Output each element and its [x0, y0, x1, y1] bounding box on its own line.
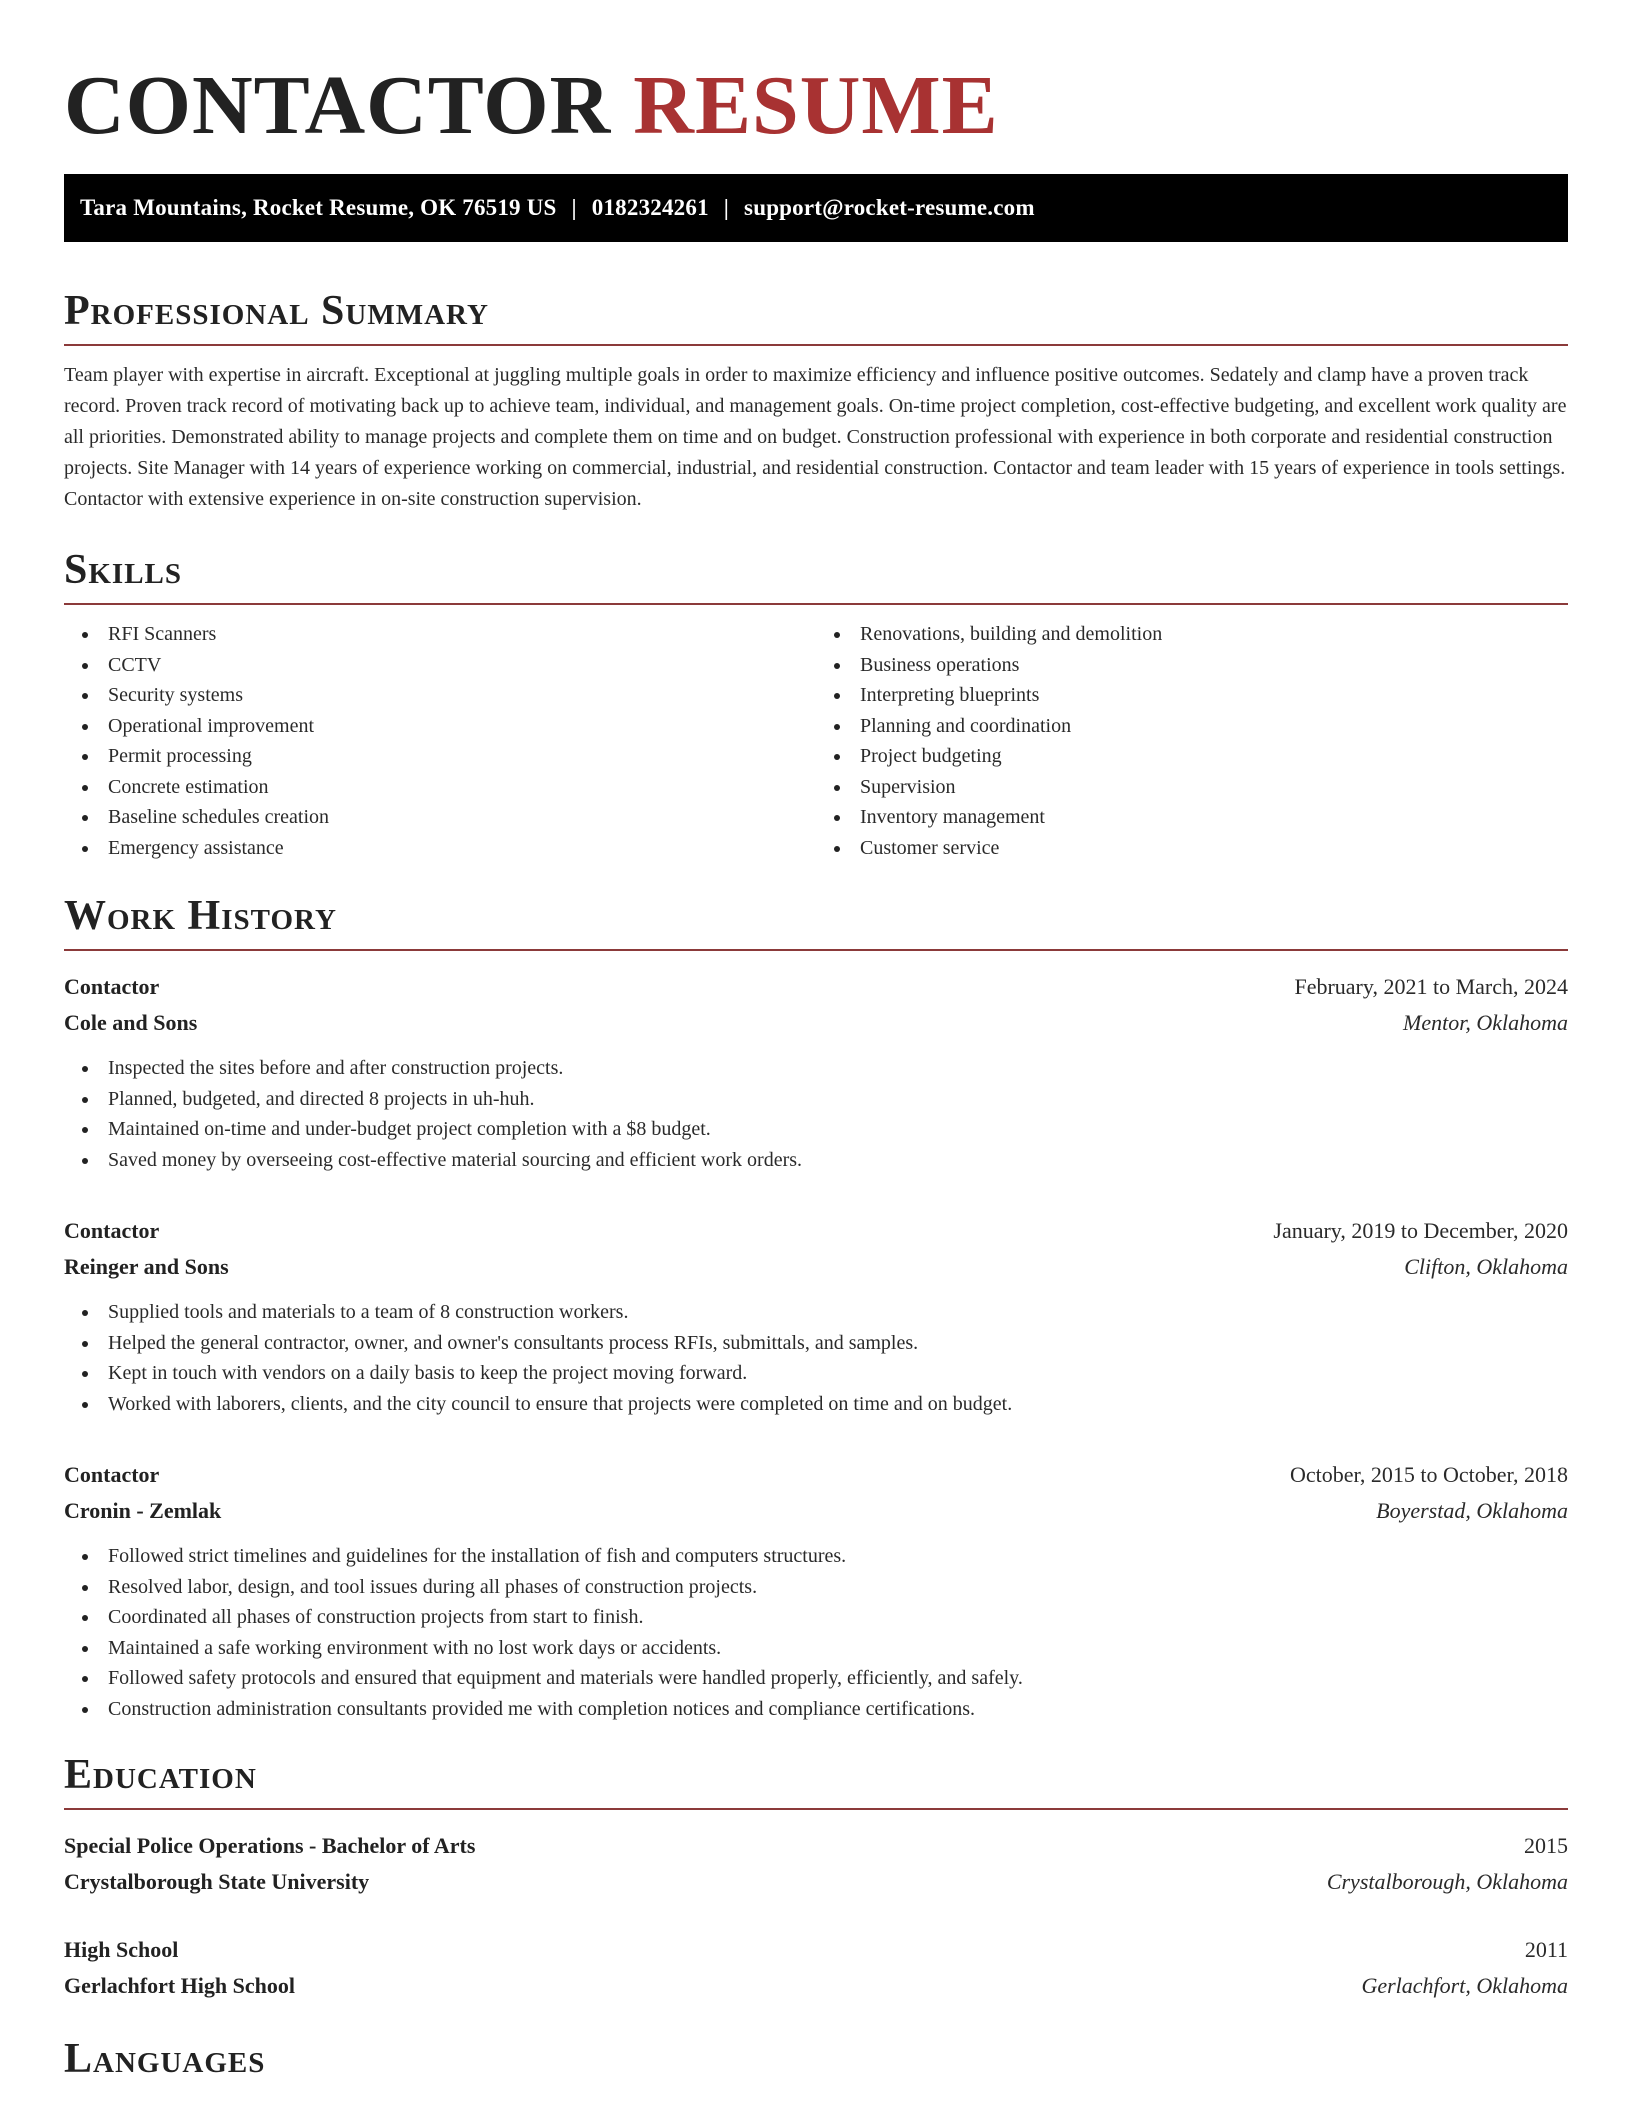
job-location: Clifton, Oklahoma — [1404, 1254, 1568, 1279]
summary-section — [64, 286, 1568, 515]
skill-item: Concrete estimation — [64, 772, 816, 803]
title-part-1: CONTACTOR — [64, 59, 612, 152]
skill-item: CCTV — [64, 650, 816, 681]
education-year: 2011 — [1524, 1937, 1568, 1962]
education-entry — [64, 1828, 1568, 1900]
job-duty: Resolved labor, design, and tool issues during all phases of construction projects. — [64, 1572, 1568, 1603]
skill-item: Supervision — [816, 772, 1568, 803]
skill-item: Permit processing — [64, 741, 816, 772]
skill-item: Business operations — [816, 650, 1568, 681]
section-divider — [64, 1808, 1568, 1810]
job-title: Contactor — [64, 1462, 160, 1487]
skills-list-left — [64, 619, 816, 863]
skill-item: Baseline schedules creation — [64, 802, 816, 833]
skill-item: Project budgeting — [816, 741, 1568, 772]
contact-email[interactable]: support@rocket-resume.com — [744, 195, 1035, 220]
education-entry — [64, 1932, 1568, 2004]
skill-item: Interpreting blueprints — [816, 680, 1568, 711]
job-duty: Kept in touch with vendors on a daily basis to keep the project moving forward. — [64, 1358, 1568, 1389]
job-duty: Helped the general contractor, owner, and owner's consultants process RFIs, submittals, and samples. — [64, 1328, 1568, 1359]
education-school: Gerlachfort High School — [64, 1973, 295, 1998]
job-entry — [64, 1457, 1568, 1724]
skills-section — [64, 545, 1568, 863]
skill-item: Emergency assistance — [64, 833, 816, 864]
job-dates: January, 2019 to December, 2020 — [1273, 1218, 1568, 1243]
section-divider — [64, 344, 1568, 346]
contact-bar — [64, 174, 1568, 242]
education-location: Crystalborough, Oklahoma — [1326, 1869, 1568, 1894]
job-duty: Worked with laborers, clients, and the city council to ensure that projects were completed on time and on budget. — [64, 1389, 1568, 1420]
skills-list-right — [816, 619, 1568, 863]
job-duty: Planned, budgeted, and directed 8 projects in uh-huh. — [64, 1084, 1568, 1115]
job-entry — [64, 1213, 1568, 1419]
languages-heading: Languages — [64, 2036, 266, 2082]
job-dates: February, 2021 to March, 2024 — [1294, 974, 1568, 999]
job-duties — [64, 1541, 1568, 1724]
work-history-heading: Work History — [64, 893, 337, 939]
job-duties — [64, 1053, 1568, 1175]
education-year: 2015 — [1524, 1833, 1568, 1858]
job-dates: October, 2015 to October, 2018 — [1289, 1462, 1568, 1487]
summary-heading: Professional Summary — [64, 288, 489, 334]
section-divider — [64, 603, 1568, 605]
skill-item: RFI Scanners — [64, 619, 816, 650]
job-company: Reinger and Sons — [64, 1254, 229, 1279]
title-part-2: RESUME — [633, 59, 999, 152]
skill-item: Planning and coordination — [816, 711, 1568, 742]
job-duty: Inspected the sites before and after construction projects. — [64, 1053, 1568, 1084]
contact-address: Tara Mountains, Rocket Resume, OK 76519 US — [80, 195, 557, 220]
job-duty: Supplied tools and materials to a team of 8 construction workers. — [64, 1297, 1568, 1328]
job-company: Cole and Sons — [64, 1010, 198, 1035]
job-duty: Saved money by overseeing cost-effective material sourcing and efficient work orders. — [64, 1145, 1568, 1176]
job-duty: Followed strict timelines and guidelines for the installation of fish and computers structures. — [64, 1541, 1568, 1572]
job-entry — [64, 969, 1568, 1175]
contact-separator: | — [723, 195, 730, 220]
skill-item: Security systems — [64, 680, 816, 711]
contact-phone: 0182324261 — [591, 195, 709, 220]
job-location: Boyerstad, Oklahoma — [1376, 1498, 1568, 1523]
skill-item: Inventory management — [816, 802, 1568, 833]
skill-item: Customer service — [816, 833, 1568, 864]
job-duty: Maintained on-time and under-budget project completion with a $8 budget. — [64, 1114, 1568, 1145]
languages-section — [64, 2034, 1568, 2084]
skill-item: Operational improvement — [64, 711, 816, 742]
education-school: Crystalborough State University — [64, 1869, 370, 1894]
skill-item: Renovations, building and demolition — [816, 619, 1568, 650]
job-duty: Coordinated all phases of construction projects from start to finish. — [64, 1602, 1568, 1633]
job-company: Cronin - Zemlak — [64, 1498, 222, 1523]
job-duty: Followed safety protocols and ensured that equipment and materials were handled properly, efficiently, and safely. — [64, 1663, 1568, 1694]
education-heading: Education — [64, 1752, 257, 1798]
summary-text: Team player with expertise in aircraft. Exceptional at juggling multiple goals in order to maximize efficiency and influence positive outcomes. Sedately and clamp have a proven track record. Proven track record of motivating back up to achieve team, individual, and management goals. On-time project completion, cost-effective budgeting, and excellent work quality are all priorities. Demonstrated ability to manage projects and complete them on time and on budget. Construction professional with experience in both corporate and residential construction projects. Site Manager with 14 years of experience working on commercial, industrial, and residential construction. Contactor and team leader with 15 years of experience in tools settings. Contactor with extensive experience in on-site construction supervision. — [64, 364, 1567, 510]
education-degree: Special Police Operations - Bachelor of Arts — [64, 1833, 476, 1858]
job-title: Contactor — [64, 974, 160, 999]
resume-title — [64, 0, 1568, 154]
work-history-section — [64, 891, 1568, 1724]
job-duties — [64, 1297, 1568, 1419]
job-title: Contactor — [64, 1218, 160, 1243]
education-section — [64, 1750, 1568, 2004]
contact-separator: | — [571, 195, 577, 220]
job-location: Mentor, Oklahoma — [1403, 1010, 1568, 1035]
job-duty: Maintained a safe working environment with no lost work days or accidents. — [64, 1633, 1568, 1664]
job-duty: Construction administration consultants provided me with completion notices and compliance certifications. — [64, 1694, 1568, 1725]
section-divider — [64, 949, 1568, 951]
education-degree: High School — [64, 1937, 179, 1962]
education-location: Gerlachfort, Oklahoma — [1361, 1973, 1568, 1998]
skills-heading: Skills — [64, 547, 183, 593]
